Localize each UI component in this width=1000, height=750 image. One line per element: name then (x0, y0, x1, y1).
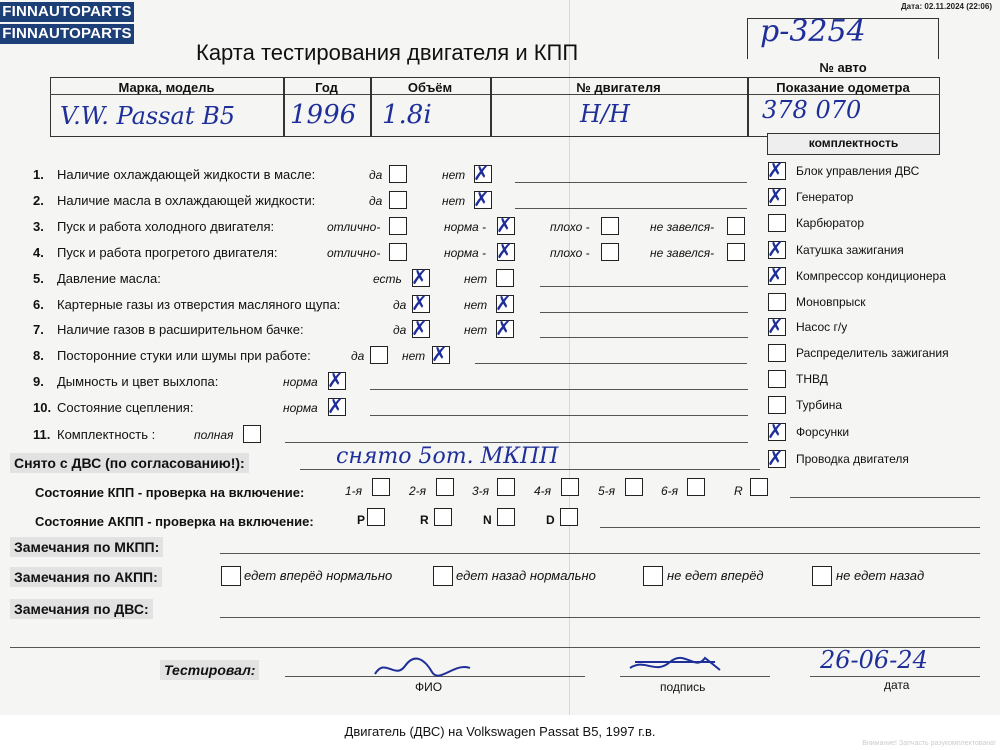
check-mark: ✗ (473, 161, 490, 185)
akpp-remark-option: едет вперёд нормально (244, 568, 393, 583)
brand-value: V.W. Passat B5 (60, 102, 235, 130)
answer-line (475, 363, 747, 364)
kpp-label: Состояние КПП - проверка на включение: (35, 485, 305, 500)
question-option-label: да (369, 168, 383, 182)
question-text: Дымность и цвет выхлопа: (57, 374, 219, 389)
question-text: Комплектность : (57, 427, 156, 442)
komplekt-item: Катушка зажигания (796, 243, 904, 257)
kpp-gear-label: 5-я (598, 484, 616, 498)
akpp-remark-option: не едет вперёд (667, 568, 764, 583)
akpp-gear-label: D (546, 513, 555, 527)
question-text: Наличие масла в охлаждающей жидкости: (57, 193, 316, 208)
odometer-label: Показание одометра (776, 80, 910, 95)
question-number: 10. (33, 400, 52, 415)
tested-label: Тестировал: (160, 660, 259, 680)
question-option-label: нет (442, 168, 466, 182)
brand-label: Марка, модель (118, 80, 215, 95)
akpp-remark-option: не едет назад (836, 568, 925, 583)
answer-line (515, 182, 747, 183)
kpp-gear-label: 4-я (534, 484, 552, 498)
question-text: Наличие газов в расширительном бачке: (57, 322, 304, 337)
akpp-gear-label: R (420, 513, 429, 527)
year-value: 1996 (290, 100, 357, 130)
question-text: Давление масла: (57, 271, 161, 286)
komplekt-check-mark: ✗ (767, 237, 784, 261)
question-option-label: норма (283, 375, 318, 389)
check-mark: ✗ (411, 265, 428, 289)
question-number: 8. (33, 348, 44, 363)
akpp-gear-checkbox[interactable] (367, 508, 385, 526)
volume-label: Объём (407, 80, 453, 95)
question-checkbox[interactable] (389, 191, 407, 209)
question-number: 7. (33, 322, 44, 337)
kpp-gear-checkbox[interactable] (436, 478, 454, 496)
remarks-mkpp-label: Замечания по МКПП: (10, 537, 163, 557)
answer-line (370, 389, 748, 390)
kpp-gear-label: 3-я (472, 484, 490, 498)
komplekt-item: Распределитель зажигания (796, 346, 949, 360)
page-title: Карта тестирования двигателя и КПП (196, 40, 579, 65)
volume-value: 1.8i (382, 100, 432, 130)
date-label: дата (884, 678, 910, 692)
remarks-akpp-label: Замечания по АКПП: (10, 567, 162, 587)
komplekt-item: Моновпрыск (796, 295, 866, 309)
question-checkbox[interactable] (389, 243, 407, 261)
removed-label: Снято с ДВС (по согласованию!): (10, 453, 249, 473)
question-option-label: плохо - (550, 246, 590, 260)
question-checkbox[interactable] (389, 165, 407, 183)
question-option-label: норма (283, 401, 318, 415)
komplekt-check-mark: ✗ (767, 446, 784, 470)
question-text: Состояние сцепления: (57, 400, 194, 415)
question-number: 6. (33, 297, 44, 312)
akpp-gear-checkbox[interactable] (434, 508, 452, 526)
question-option-label: отлично- (327, 220, 381, 234)
watermark: Внимание! Запчасть разукомплектована! (862, 740, 996, 747)
signature (625, 650, 735, 680)
question-option-label: да (351, 349, 365, 363)
check-mark: ✗ (496, 213, 513, 237)
engine-number-value: Н/Н (580, 100, 630, 128)
komplekt-item: Турбина (796, 398, 843, 412)
question-checkbox[interactable] (243, 425, 261, 443)
komplekt-checkbox[interactable] (768, 370, 786, 388)
question-option-label: да (393, 323, 407, 337)
question-checkbox[interactable] (389, 217, 407, 235)
question-option-label: не завелся- (650, 220, 715, 234)
komplekt-title: комплектность (808, 136, 899, 150)
komplekt-check-mark: ✗ (767, 263, 784, 287)
footer-date-hand: 26-06-24 (820, 646, 928, 674)
question-number: 3. (33, 219, 44, 234)
kpp-gear-checkbox[interactable] (561, 478, 579, 496)
komplekt-item: Компрессор кондиционера (796, 269, 946, 283)
fio-label: ФИО (415, 680, 443, 694)
question-option-label: отлично- (327, 246, 381, 260)
logo-bottom: FINNAUTOPARTS (0, 24, 134, 44)
check-mark: ✗ (431, 342, 448, 366)
akpp-remark-checkbox[interactable] (812, 566, 832, 586)
check-mark: ✗ (327, 368, 344, 392)
question-option-label: нет (464, 323, 488, 337)
auto-number-hand: р-3254 (760, 14, 866, 49)
komplekt-check-mark: ✗ (767, 158, 784, 182)
question-text: Пуск и работа холодного двигателя: (57, 219, 275, 234)
kpp-gear-checkbox[interactable] (372, 478, 390, 496)
komplekt-item: Карбюратор (796, 216, 865, 230)
akpp-remark-checkbox[interactable] (433, 566, 453, 586)
question-text: Наличие охлаждающей жидкости в масле: (57, 167, 316, 182)
year-label: Год (315, 80, 338, 95)
answer-line (540, 337, 748, 338)
question-number: 11. (33, 427, 51, 442)
komplekt-checkbox[interactable] (768, 396, 786, 414)
question-text: Картерные газы из отверстия масляного щупа: (57, 297, 341, 312)
auto-number-label: № авто (819, 60, 867, 75)
komplekt-item: Форсунки (796, 425, 850, 439)
question-checkbox[interactable] (370, 346, 388, 364)
remarks-dvs-label: Замечания по ДВС: (10, 599, 153, 619)
question-option-label: норма - (444, 246, 487, 260)
check-mark: ✗ (495, 316, 512, 340)
kpp-gear-label: 6-я (661, 484, 679, 498)
komplekt-checkbox[interactable] (768, 293, 786, 311)
question-number: 4. (33, 245, 44, 260)
fio-signature (370, 652, 480, 682)
akpp-gear-checkbox[interactable] (560, 508, 578, 526)
check-mark: ✗ (496, 239, 513, 263)
odometer-value: 378 070 (762, 96, 862, 124)
sign-label: подпись (660, 680, 706, 694)
question-option-label: нет (464, 298, 488, 312)
akpp-gear-label: N (483, 513, 492, 527)
question-option-label: норма - (444, 220, 487, 234)
question-checkbox[interactable] (496, 269, 514, 287)
question-checkbox[interactable] (727, 243, 745, 261)
kpp-gear-checkbox[interactable] (625, 478, 643, 496)
answer-line (370, 415, 748, 416)
question-option-label: есть (373, 272, 402, 286)
question-option-label: плохо - (550, 220, 590, 234)
akpp-gear-label: P (357, 513, 366, 527)
print-date: Дата: 02.11.2024 (22:06) (900, 2, 992, 11)
kpp-gear-label: R (734, 484, 743, 498)
answer-line (285, 442, 748, 443)
question-option-label: нет (464, 272, 488, 286)
question-option-label: нет (402, 349, 426, 363)
kpp-gear-label: 1-я (345, 484, 363, 498)
komplekt-checkbox[interactable] (768, 344, 786, 362)
question-number: 2. (33, 193, 44, 208)
question-checkbox[interactable] (601, 243, 619, 261)
akpp-label: Состояние АКПП - проверка на включение: (35, 514, 314, 529)
logo-top: FINNAUTOPARTS (0, 2, 134, 22)
kpp-gear-label: 2-я (409, 484, 427, 498)
akpp-remark-option: едет назад нормально (456, 568, 596, 583)
komplekt-check-mark: ✗ (767, 419, 784, 443)
komplekt-check-mark: ✗ (767, 314, 784, 338)
kpp-gear-checkbox[interactable] (687, 478, 705, 496)
question-checkbox[interactable] (601, 217, 619, 235)
komplekt-item: Блок управления ДВС (796, 164, 920, 178)
question-option-label: да (393, 298, 407, 312)
image-caption: Двигатель (ДВС) на Volkswagen Passat B5, 1997 г.в. (344, 724, 656, 739)
question-option-label: нет (442, 194, 466, 208)
akpp-remark-checkbox[interactable] (221, 566, 241, 586)
question-text: Посторонние стуки или шумы при работе: (57, 348, 311, 363)
engine-number-label: № двигателя (576, 80, 661, 95)
check-mark: ✗ (411, 291, 428, 315)
komplekt-item: Насос г/у (796, 320, 848, 334)
removed-hand: снято 5от. МКПП (336, 444, 559, 469)
question-number: 1. (33, 167, 44, 182)
kpp-gear-checkbox[interactable] (497, 478, 515, 496)
check-mark: ✗ (495, 291, 512, 315)
question-option-label: полная (194, 428, 234, 442)
komplekt-checkbox[interactable] (768, 214, 786, 232)
question-text: Пуск и работа прогретого двигателя: (57, 245, 278, 260)
akpp-remark-checkbox[interactable] (643, 566, 663, 586)
question-number: 9. (33, 374, 44, 389)
question-checkbox[interactable] (727, 217, 745, 235)
answer-line (515, 208, 747, 209)
check-mark: ✗ (327, 394, 344, 418)
check-mark: ✗ (473, 187, 490, 211)
komplekt-item: Генератор (796, 190, 854, 204)
answer-line (540, 286, 748, 287)
kpp-gear-checkbox[interactable] (750, 478, 768, 496)
komplekt-item: ТНВД (796, 372, 828, 386)
akpp-gear-checkbox[interactable] (497, 508, 515, 526)
check-mark: ✗ (411, 316, 428, 340)
answer-line (540, 312, 748, 313)
question-option-label: да (369, 194, 383, 208)
komplekt-item: Проводка двигателя (796, 452, 909, 466)
question-option-label: не завелся- (650, 246, 715, 260)
komplekt-check-mark: ✗ (767, 184, 784, 208)
question-number: 5. (33, 271, 44, 286)
